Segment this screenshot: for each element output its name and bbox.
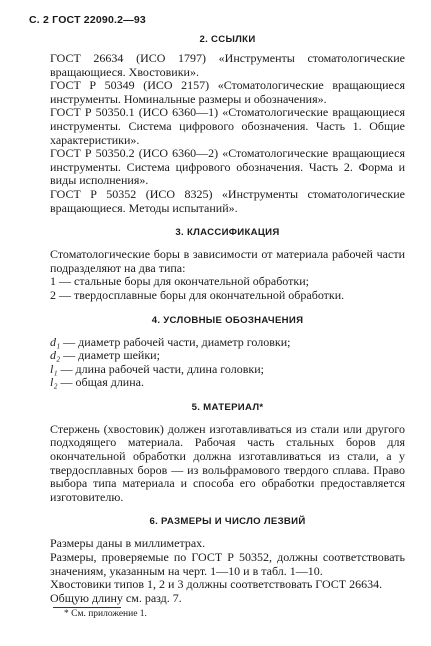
dimensions-paragraph: Размеры даны в миллиметрах. bbox=[50, 536, 206, 551]
symbol-definition: — диаметр рабочей части, диаметр головки; bbox=[60, 334, 291, 349]
section-title-references: 2. ССЫЛКИ bbox=[199, 34, 256, 45]
symbol-row bbox=[50, 363, 405, 377]
reference-paragraph: ГОСТ Р 50350.2 (ИСО 6360—2) «Стоматологические вращающиеся инструменты. Система цифрового обозначения. Часть 2. Форма и виды исполнения». bbox=[50, 146, 405, 188]
symbol-definition: — длина рабочей части, длина головки; bbox=[57, 361, 265, 376]
symbol-row bbox=[50, 376, 405, 390]
classification-item: 2 — твердосплавные боры для окончательной обработки. bbox=[50, 287, 345, 302]
section-title-symbols: 4. УСЛОВНЫЕ ОБОЗНАЧЕНИЯ bbox=[151, 314, 304, 326]
reference-paragraph: ГОСТ 26634 (ИСО 1797) «Инструменты стоматологические вращающиеся. Хвостовики». bbox=[50, 51, 405, 79]
section-title-material: 5. МАТЕРИАЛ* bbox=[191, 401, 264, 413]
material-paragraph: Стержень (хвостовик) должен изготавливаться из стали или другого подходящего материала. Рабочая часть стальных боров для окончательной обработки должна изготавливаться из стали, а у твердосплавных боров — из вольфрамового твердого сплава. Право выбора типа материала и способа его обработки предоставляется изготовителю. bbox=[50, 421, 405, 504]
symbol-row bbox=[50, 349, 405, 363]
reference-paragraph: ГОСТ Р 50352 (ИСО 8325) «Инструменты стоматологические вращающиеся. Методы испытаний». bbox=[50, 186, 405, 215]
page-header: С. 2 ГОСТ 22090.2—93 bbox=[29, 14, 146, 26]
section-title-dimensions: 6. РАЗМЕРЫ И ЧИСЛО ЛЕЗВИЙ bbox=[149, 516, 306, 528]
dimensions-paragraph: Общую длину см. разд. 7. bbox=[50, 590, 182, 605]
footnote: * См. приложение 1. bbox=[64, 609, 147, 620]
reference-paragraph: ГОСТ Р 50350.1 (ИСО 6360—1) «Стоматологические вращающиеся инструменты. Система цифрового обозначения. Часть 1. Общие характеристики». bbox=[50, 105, 405, 147]
classification-paragraph: Стоматологические боры в зависимости от материала рабочей части подразделяют на два типа: bbox=[50, 247, 405, 275]
symbol: d₁ bbox=[50, 334, 61, 349]
symbol-row bbox=[50, 336, 405, 350]
classification-item: 1 — стальные боры для окончательной обработки; bbox=[50, 274, 309, 289]
symbol: l₁ bbox=[50, 361, 58, 376]
section-title-classification: 3. КЛАССИФИКАЦИЯ bbox=[175, 227, 280, 239]
symbol: d₂ bbox=[50, 348, 61, 363]
document-body bbox=[50, 34, 405, 620]
symbol-definition: — диаметр шейки; bbox=[60, 348, 160, 363]
dimensions-paragraph: Хвостовики типов 1, 2 и 3 должны соответствовать ГОСТ 26634. bbox=[50, 577, 383, 592]
symbol-definition: — общая длина. bbox=[57, 375, 144, 390]
dimensions-paragraph: Размеры, проверяемые по ГОСТ Р 50352, должны соответствовать значениям, указанным на черт. 1—10 и в табл. 1—10. bbox=[50, 550, 405, 578]
reference-paragraph: ГОСТ Р 50349 (ИСО 2157) «Стоматологические вращающиеся инструменты. Номинальные размеры и обозначения». bbox=[50, 78, 405, 106]
symbol: l₂ bbox=[50, 375, 58, 390]
